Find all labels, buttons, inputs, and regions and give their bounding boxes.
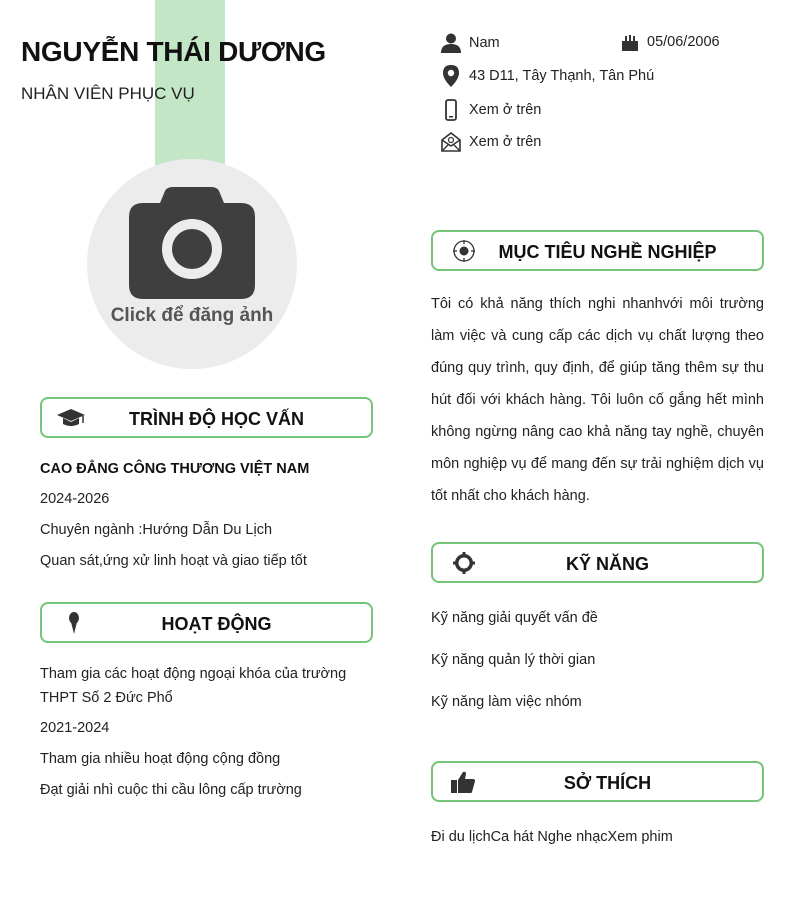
skill-item: Kỹ năng làm việc nhóm [431, 694, 582, 710]
gender-value: Nam [469, 35, 500, 51]
birthday-row [621, 33, 720, 51]
address-value: 43 D11, Tây Thạnh, Tân Phú [469, 68, 655, 84]
address-row [441, 65, 654, 87]
education-note: Quan sát,ứng xử linh hoạt và giao tiếp tốt [40, 553, 307, 569]
birthday-value: 05/06/2006 [647, 34, 720, 50]
hobbies-text: Đi du lịchCa hát Nghe nhạcXem phim [431, 829, 673, 845]
activity-line-1: Tham gia các hoạt động ngoại khóa của trường [40, 666, 347, 682]
activity-period: 2021-2024 [40, 720, 110, 736]
activity-item-2: Đạt giải nhì cuộc thi cầu lông cấp trường [40, 782, 302, 798]
objective-text: Tôi có khả năng thích nghi nhanhvới môi trường làm việc và cung cấp các dịch vụ chất lượng theo đúng quy trình, quy định, để giúp tăng thêm sự thu hút đối với khách hàng. Tôi luôn cố gắng hết mình không ngừng nâng cao khả năng tay nghề, chuyên môn nghiệp vụ để mang đến sự trải nghiệm dịch vụ tốt nhất cho khách hàng. [431, 296, 764, 504]
school-name: CAO ĐẲNG CÔNG THƯƠNG VIỆT NAM [40, 461, 310, 477]
phone-value: Xem ở trên [469, 102, 542, 118]
person-icon [441, 33, 461, 53]
objective-title: MỤC TIÊU NGHỀ NGHIỆP [498, 242, 717, 262]
education-period: 2024-2026 [40, 491, 110, 507]
activities-section-header [40, 602, 373, 643]
candidate-name: NGUYỄN THÁI DƯƠNG [21, 36, 326, 67]
activities-title: HOẠT ĐỘNG [161, 614, 272, 634]
camera-icon [129, 187, 255, 299]
phone-row [441, 99, 541, 121]
objective-section-header [431, 230, 764, 271]
email-row [441, 132, 541, 152]
email-value: Xem ở trên [469, 134, 542, 150]
job-title: NHÂN VIÊN PHỤC VỤ [21, 84, 195, 103]
skills-title: KỸ NĂNG [565, 554, 649, 574]
activity-line-2: THPT Số 2 Đức Phổ [40, 690, 173, 706]
email-envelope-icon [441, 132, 461, 152]
education-title: TRÌNH ĐỘ HỌC VẤN [129, 409, 304, 429]
education-section-header [40, 397, 373, 438]
skill-item: Kỹ năng giải quyết vấn đề [431, 610, 598, 626]
birthday-cake-icon [621, 33, 639, 51]
skills-section-header [431, 542, 764, 583]
photo-upload[interactable] [87, 159, 297, 369]
skill-item: Kỹ năng quản lý thời gian [431, 652, 596, 668]
hobbies-section-header [431, 761, 764, 802]
photo-caption[interactable]: Click để đăng ảnh [110, 305, 274, 326]
education-major: Chuyên ngành :Hướng Dẫn Du Lịch [40, 522, 273, 538]
location-pin-icon [441, 65, 461, 87]
activity-item-1: Tham gia nhiều hoạt động cộng đồng [40, 751, 281, 767]
hobbies-title: SỞ THÍCH [563, 773, 652, 793]
gender-row [441, 33, 500, 53]
phone-icon [441, 99, 461, 121]
